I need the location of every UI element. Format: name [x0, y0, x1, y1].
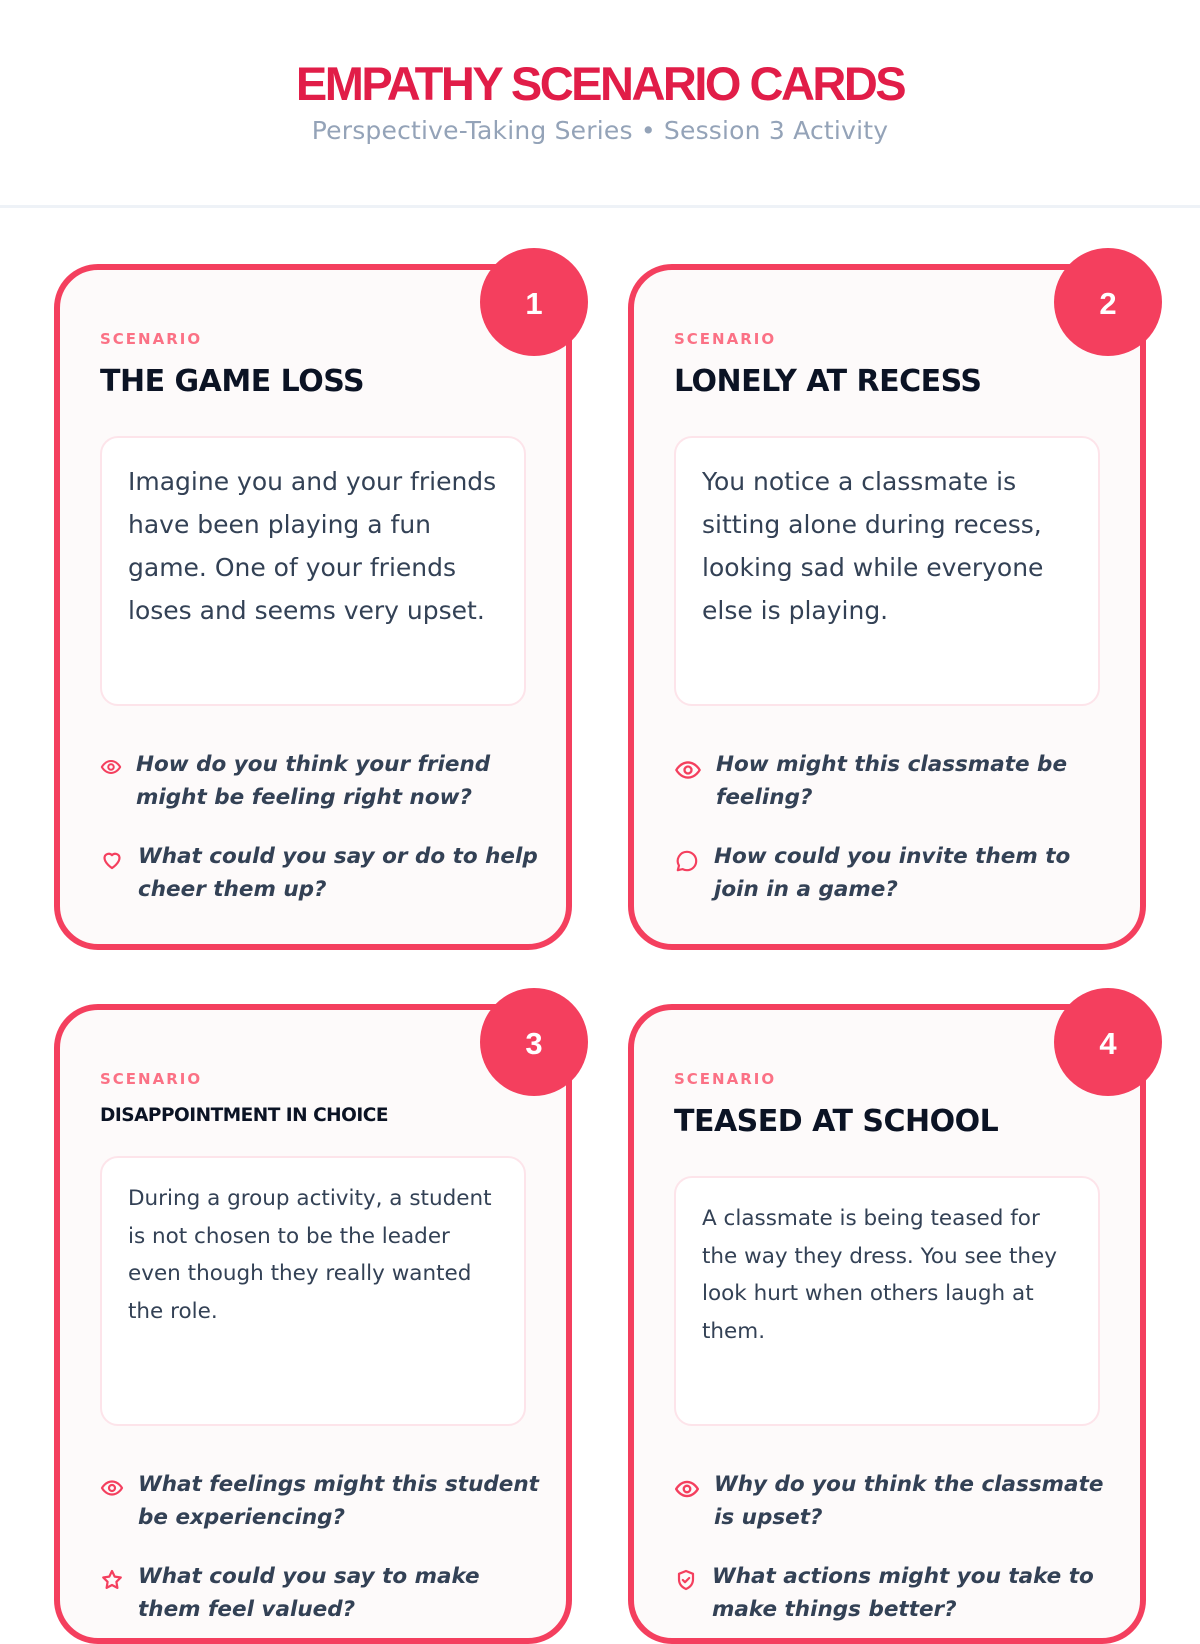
scenario-description-box — [674, 1176, 1100, 1426]
card-title: THE GAME LOSS — [100, 364, 365, 399]
page-subtitle: Perspective-Taking Series • Session 3 Activity — [311, 116, 889, 145]
card-number-badge — [480, 248, 588, 356]
scenario-description: Imagine you and your friends have been playing a fun game. One of your friends loses and seems very upset. — [128, 467, 497, 625]
question-text: What could you say or do to help cheer them up? — [138, 844, 538, 902]
question-text: Why do you think the classmate is upset? — [714, 1472, 1104, 1530]
scenario-description-box — [100, 436, 526, 706]
shield-check-icon — [674, 1568, 698, 1596]
scenario-description: A classmate is being teased for the way they dress. You see they look hurt when others laugh at them. — [702, 1206, 1057, 1344]
question-item — [100, 1560, 540, 1626]
card-number: 2 — [1099, 286, 1117, 321]
scenario-description-box — [674, 436, 1100, 706]
question-text: What feelings might this student be experiencing? — [138, 1472, 539, 1530]
card-title: TEASED AT SCHOOL — [674, 1104, 999, 1139]
question-item — [100, 1468, 540, 1534]
scenario-card-3 — [54, 1004, 572, 1644]
card-number: 1 — [525, 286, 543, 321]
question-item — [100, 748, 540, 814]
card-tag: SCENARIO — [100, 330, 203, 348]
question-item — [674, 840, 1114, 906]
scenario-description: You notice a classmate is sitting alone during recess, looking sad while everyone else is playing. — [702, 467, 1044, 625]
question-text: How might this classmate be feeling? — [716, 752, 1068, 810]
card-number: 3 — [525, 1026, 543, 1061]
card-number-badge — [480, 988, 588, 1096]
question-item — [674, 1468, 1114, 1534]
eye-icon — [674, 1476, 700, 1506]
card-title: LONELY AT RECESS — [674, 364, 982, 399]
star-icon — [100, 1568, 124, 1596]
eye-icon — [674, 756, 702, 788]
card-tag: SCENARIO — [674, 1070, 777, 1088]
eye-icon — [100, 1476, 124, 1504]
heart-icon — [100, 848, 124, 876]
question-item — [100, 840, 540, 906]
page-header — [0, 0, 1200, 208]
eye-icon — [100, 756, 122, 782]
card-title: DISAPPOINTMENT IN CHOICE — [100, 1105, 388, 1126]
card-number-badge — [1054, 248, 1162, 356]
scenario-description-box — [100, 1156, 526, 1426]
speech-bubble-icon — [674, 848, 700, 878]
card-number-badge — [1054, 988, 1162, 1096]
question-text: How do you think your friend might be feeling right now? — [136, 752, 491, 810]
scenario-card-1 — [54, 264, 572, 950]
question-text: What could you say to make them feel valued? — [138, 1564, 480, 1622]
page-title: EMPATHY SCENARIO CARDS — [295, 57, 905, 110]
question-text: What actions might you take to make things better? — [712, 1564, 1094, 1622]
card-tag: SCENARIO — [674, 330, 777, 348]
question-item — [674, 1560, 1114, 1626]
question-text: How could you invite them to join in a game? — [714, 844, 1071, 902]
question-item — [674, 748, 1114, 814]
scenario-card-2 — [628, 264, 1146, 950]
card-number: 4 — [1099, 1026, 1117, 1061]
scenario-card-4 — [628, 1004, 1146, 1644]
card-tag: SCENARIO — [100, 1070, 203, 1088]
scenario-description: During a group activity, a student is not chosen to be the leader even though they really wanted the role. — [128, 1186, 492, 1324]
